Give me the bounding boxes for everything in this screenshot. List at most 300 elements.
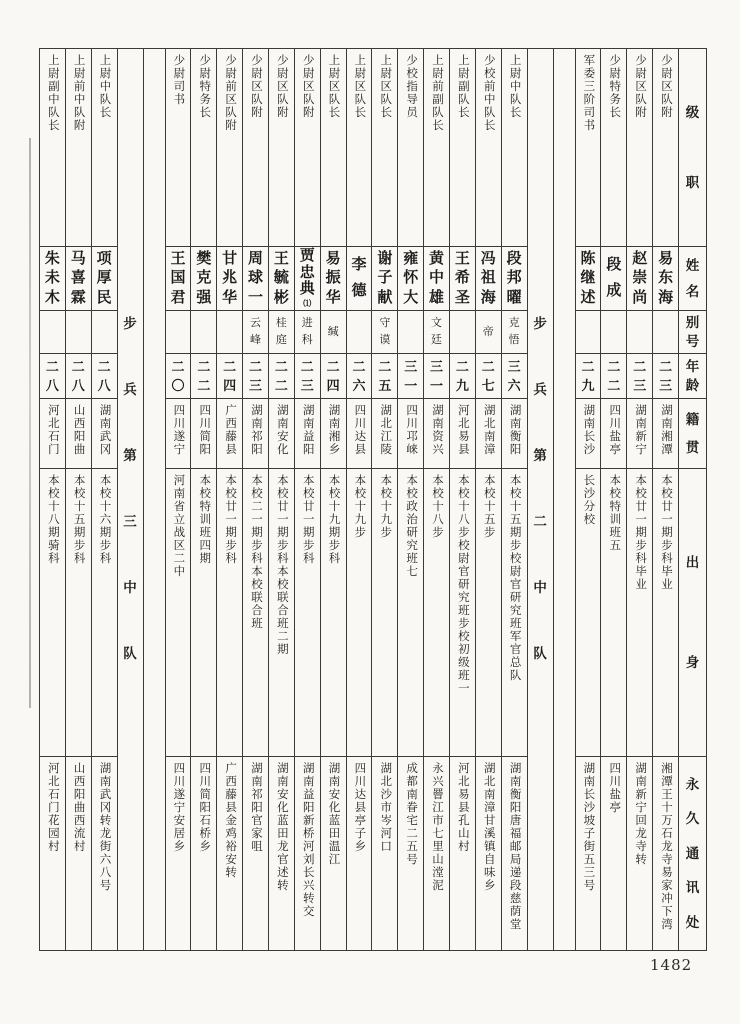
- person-rank: 上尉区队长: [353, 54, 366, 119]
- cell-background: [476, 468, 501, 756]
- cell-age: [450, 353, 475, 398]
- person-alias: [476, 311, 501, 353]
- person-column: [294, 49, 320, 950]
- cell-rank: [321, 49, 346, 246]
- cell-name: [476, 246, 501, 310]
- person-background: 本校廿一期步科本校联合班二期: [275, 474, 288, 656]
- cell-rank: [295, 49, 320, 246]
- person-alias: [321, 311, 346, 353]
- person-alias-char: 云: [250, 316, 262, 329]
- cell-alias: [627, 310, 652, 353]
- cell-name: [321, 246, 346, 310]
- cell-address: [92, 756, 117, 950]
- person-rank: 上尉区队长: [327, 54, 340, 119]
- person-name-char: 未: [44, 270, 60, 286]
- cell-background: [424, 468, 449, 756]
- person-age: [502, 354, 527, 398]
- cell-rank: [601, 49, 626, 246]
- person-name-char: 邦: [506, 270, 522, 286]
- person-name-char: 冯: [480, 250, 496, 267]
- person-name-char: 希: [454, 270, 470, 286]
- cell-origin: [476, 398, 501, 468]
- person-origin: 湖南安化: [275, 404, 288, 456]
- cell-rank: [476, 49, 501, 246]
- cell-address: [347, 756, 372, 950]
- cell-alias: [243, 310, 268, 353]
- cell-age: [372, 353, 397, 398]
- person-column: [501, 49, 527, 950]
- roster-table: [39, 48, 707, 951]
- person-address: 河北石门花园村: [46, 762, 59, 853]
- person-name: [372, 247, 397, 310]
- cell-origin: [450, 398, 475, 468]
- cell-address: [476, 756, 501, 950]
- person-age: [191, 354, 216, 398]
- person-age-char: 五: [378, 378, 392, 393]
- cell-rank: [372, 49, 397, 246]
- person-origin: 湖南武冈: [98, 404, 111, 456]
- person-rank: 上尉中队长: [508, 54, 521, 119]
- person-age-char: 二: [326, 359, 340, 374]
- section-divider-column: [117, 49, 143, 950]
- person-age-char: 七: [481, 378, 495, 393]
- scan-gutter-shadow: [29, 138, 31, 708]
- person-age-char: 一: [430, 378, 444, 393]
- person-column: [190, 49, 216, 950]
- cell-origin: [627, 398, 652, 468]
- person-age: [601, 354, 626, 398]
- header-label-name-char: 姓: [685, 258, 700, 273]
- person-name: [476, 247, 501, 310]
- person-age-char: 六: [507, 378, 521, 393]
- person-alias: [502, 311, 527, 353]
- person-origin: 湖南长沙: [582, 404, 595, 456]
- person-name-char: 中: [429, 270, 445, 286]
- person-age-char: 二: [455, 359, 469, 374]
- person-column: [165, 49, 191, 950]
- cell-address: [398, 756, 423, 950]
- cell-rank: [269, 49, 294, 246]
- person-background: 本校十五步: [482, 474, 495, 539]
- cell-name: [372, 246, 397, 310]
- cell-address: [601, 756, 626, 950]
- cell-alias: [66, 310, 91, 353]
- cell-alias: [295, 310, 320, 353]
- cell-rank: [66, 49, 91, 246]
- person-name-char: 典: [299, 281, 315, 298]
- person-age: [166, 354, 191, 398]
- person-name-char: 崇: [632, 270, 648, 286]
- cell-age: [476, 353, 501, 398]
- person-alias-char: 悟: [508, 334, 520, 347]
- section-title-char: 步: [123, 316, 137, 331]
- header-cell-name: [679, 246, 706, 310]
- cell-background: [166, 468, 191, 756]
- section-title-char: 队: [533, 646, 547, 662]
- person-name-char: 王: [273, 250, 289, 267]
- cell-rank: [424, 49, 449, 246]
- person-alias-char: 谟: [379, 334, 391, 347]
- person-name-char: 克: [196, 270, 212, 286]
- person-name-char: 国: [170, 270, 186, 286]
- person-column: [371, 49, 397, 950]
- person-age-char: 三: [404, 359, 418, 374]
- header-cell-address: [679, 756, 706, 950]
- cell-alias: [653, 310, 678, 353]
- cell-background: [321, 468, 346, 756]
- person-age-char: 二: [481, 359, 495, 374]
- cell-rank: [627, 49, 652, 246]
- cell-age: [295, 353, 320, 398]
- person-age: [653, 354, 678, 398]
- header-label-address-char: 讯: [685, 880, 700, 896]
- person-name-char: 毓: [273, 270, 289, 286]
- person-alias-char: 文: [431, 316, 443, 329]
- person-name-char: 易: [658, 250, 674, 267]
- person-rank: 上尉副队长: [456, 54, 469, 119]
- cell-background: [217, 468, 242, 756]
- person-column: [91, 49, 117, 950]
- person-name-char: 陈: [580, 250, 596, 267]
- person-name-char: 子: [377, 270, 393, 286]
- header-label-background-char: 出: [685, 554, 700, 570]
- person-age-char: 三: [300, 378, 314, 393]
- cell-background: [243, 468, 268, 756]
- person-alias-char: 庭: [275, 334, 287, 347]
- cell-rank: [191, 49, 216, 246]
- cell-alias: [92, 310, 117, 353]
- person-name: [191, 247, 216, 310]
- person-name-char: 霖: [70, 289, 86, 306]
- person-alias-char: 峰: [250, 334, 262, 347]
- person-origin: 广西藤县: [224, 404, 237, 456]
- person-age-char: 二: [71, 359, 85, 374]
- cell-origin: [166, 398, 191, 468]
- person-age-char: 九: [455, 378, 469, 393]
- person-age-char: 二: [607, 378, 621, 393]
- person-address: 湖南益阳新桥河刘长兴转交: [301, 762, 314, 918]
- person-background: 本校十五期步科: [72, 474, 85, 565]
- person-age-char: 二: [197, 359, 211, 374]
- person-age-char: 三: [507, 359, 521, 374]
- cell-rank: [166, 49, 191, 246]
- person-age-char: 二: [633, 359, 647, 374]
- person-age: [627, 354, 652, 398]
- header-label-address: [679, 757, 706, 950]
- name-footnote-mark: ⑴: [303, 299, 312, 309]
- cell-alias: [576, 310, 601, 353]
- section-title: [528, 317, 553, 661]
- person-name-char: 彬: [273, 289, 289, 306]
- person-name-char: 王: [454, 250, 470, 267]
- person-age-char: 〇: [171, 378, 185, 393]
- person-age-char: 二: [171, 359, 185, 374]
- person-age: [476, 354, 501, 398]
- person-alias: [269, 311, 294, 353]
- person-column: [575, 49, 601, 950]
- cell-alias: [217, 310, 242, 353]
- person-origin: 河北石门: [46, 404, 59, 456]
- section-divider-column: [527, 49, 553, 950]
- person-column: [423, 49, 449, 950]
- person-name-char: 段: [606, 257, 622, 273]
- person-column: [268, 49, 294, 950]
- person-name: [269, 247, 294, 310]
- section-title-char: 三: [123, 514, 137, 530]
- header-label-alias-char: 别: [685, 315, 700, 330]
- person-background: 河南省立战区二中: [172, 474, 185, 578]
- cell-background: [347, 468, 372, 756]
- person-address: 湖南安化蓝田温江: [327, 762, 340, 866]
- person-age: [321, 354, 346, 398]
- person-address: 河北易县孔山村: [456, 762, 469, 853]
- cell-background: [191, 468, 216, 756]
- spacer-column: [553, 49, 575, 950]
- person-name-char: 贾: [299, 247, 315, 264]
- cell-alias: [40, 310, 65, 353]
- cell-alias: [269, 310, 294, 353]
- person-name-char: 喜: [70, 270, 86, 286]
- person-age: [576, 354, 601, 398]
- cell-age: [653, 353, 678, 398]
- person-origin: 四川邛崃: [405, 404, 418, 456]
- cell-address: [295, 756, 320, 950]
- person-name-char: 尚: [632, 289, 648, 306]
- person-name-char: 李: [351, 257, 367, 273]
- cell-alias: [398, 310, 423, 353]
- person-origin: 四川达县: [353, 404, 366, 456]
- section-title-char: 第: [123, 448, 137, 464]
- cell-name: [66, 246, 91, 310]
- person-address: 湖南衡阳唐福邮局递段慈荫堂: [508, 762, 521, 931]
- cell-origin: [217, 398, 242, 468]
- cell-name: [398, 246, 423, 310]
- person-name: [627, 247, 652, 310]
- person-background: 本校十九步: [379, 474, 392, 539]
- person-name-char: 兆: [222, 270, 238, 286]
- person-age-char: 二: [300, 359, 314, 374]
- person-column: [65, 49, 91, 950]
- cell-name: [627, 246, 652, 310]
- cell-address: [66, 756, 91, 950]
- person-name-char: 怀: [403, 270, 419, 286]
- cell-background: [66, 468, 91, 756]
- cell-alias: [424, 310, 449, 353]
- cell-address: [217, 756, 242, 950]
- person-name-char: 华: [325, 289, 341, 306]
- cell-rank: [40, 49, 65, 246]
- person-name-char: 甘: [222, 250, 238, 267]
- person-rank: 上尉中队长: [98, 54, 111, 119]
- person-name: [217, 247, 242, 310]
- person-origin: 河北易县: [456, 404, 469, 456]
- person-age-char: 三: [659, 378, 673, 393]
- person-name: [347, 247, 372, 310]
- page-number: 1482: [650, 956, 693, 974]
- person-background: 长沙分校: [582, 474, 595, 526]
- cell-alias: [502, 310, 527, 353]
- person-address: 广西藤县金鸡裕安转: [224, 762, 237, 879]
- cell-address: [321, 756, 346, 950]
- cell-rank: [92, 49, 117, 246]
- person-origin: 湖南资兴: [430, 404, 443, 456]
- cell-origin: [295, 398, 320, 468]
- person-column: [346, 49, 372, 950]
- cell-origin: [92, 398, 117, 468]
- person-background: 本校廿一期步科毕业: [660, 474, 672, 591]
- person-background: 本校廿一期步科毕业: [634, 474, 647, 591]
- person-name-char: 振: [325, 270, 341, 286]
- section-title-char: 二: [533, 514, 547, 530]
- person-alias-char: 守: [379, 316, 391, 329]
- person-alias-char: 克: [508, 316, 520, 329]
- cell-rank: [450, 49, 475, 246]
- cell-origin: [66, 398, 91, 468]
- header-column: [678, 49, 706, 950]
- person-origin: 四川遂宁: [172, 404, 185, 456]
- person-name-char: 谢: [377, 250, 393, 267]
- cell-name: [502, 246, 527, 310]
- person-name-char: 木: [44, 289, 60, 306]
- person-name: [243, 247, 268, 310]
- section-title-char: 兵: [533, 382, 547, 398]
- person-background: 本校二一期步科本校联合班: [249, 474, 262, 630]
- person-background: 本校十九期步科: [327, 474, 340, 565]
- header-label-origin: [679, 399, 706, 468]
- cell-background: [502, 468, 527, 756]
- cell-age: [424, 353, 449, 398]
- person-alias-char: 科: [301, 334, 313, 347]
- cell-origin: [502, 398, 527, 468]
- person-age: [450, 354, 475, 398]
- cell-age: [92, 353, 117, 398]
- cell-background: [398, 468, 423, 756]
- cell-background: [601, 468, 626, 756]
- person-age: [92, 354, 117, 398]
- person-age-char: 二: [581, 359, 595, 374]
- cell-alias: [601, 310, 626, 353]
- header-label-alias: [679, 311, 706, 353]
- cell-age: [243, 353, 268, 398]
- person-name-char: 易: [325, 250, 341, 267]
- person-name-char: 马: [70, 250, 86, 267]
- person-rank: 上尉副中队长: [46, 54, 59, 132]
- person-rank: 军委三阶司书: [582, 54, 595, 132]
- cell-age: [347, 353, 372, 398]
- person-age-char: 二: [249, 359, 263, 374]
- section-title: [118, 317, 143, 661]
- person-name: [398, 247, 423, 310]
- person-name-char: 一: [248, 289, 264, 306]
- header-label-rank: [679, 49, 706, 246]
- cell-address: [372, 756, 397, 950]
- cell-address: [243, 756, 268, 950]
- person-address: 湘潭王十万石龙寺易家冲下湾: [660, 762, 672, 931]
- person-origin: 四川简阳: [198, 404, 211, 456]
- person-rank: 少尉前区队附: [224, 54, 237, 132]
- person-age-char: 九: [581, 378, 595, 393]
- person-name-char: 厚: [96, 270, 112, 286]
- person-name-char: 樊: [196, 250, 212, 267]
- section-title-char: 第: [533, 448, 547, 464]
- person-age-char: 二: [659, 359, 673, 374]
- cell-address: [40, 756, 65, 950]
- person-age-char: 四: [223, 378, 237, 393]
- cell-address: [502, 756, 527, 950]
- person-rank: 少尉区队附: [249, 54, 262, 119]
- person-origin: 湖南益阳: [301, 404, 314, 456]
- cell-address: [166, 756, 191, 950]
- person-name: [295, 247, 320, 310]
- header-cell-background: [679, 468, 706, 756]
- person-name-char: 祖: [480, 270, 496, 286]
- cell-origin: [653, 398, 678, 468]
- person-age-char: 二: [378, 359, 392, 374]
- person-rank: 少尉区队附: [634, 54, 647, 119]
- person-origin: 湖北南漳: [482, 404, 495, 456]
- person-name: [66, 247, 91, 310]
- header-label-rank-char: 职: [685, 174, 700, 190]
- cell-name: [269, 246, 294, 310]
- cell-age: [191, 353, 216, 398]
- section-title-char: 兵: [123, 382, 137, 398]
- person-name-char: 雍: [403, 250, 419, 267]
- person-age: [243, 354, 268, 398]
- cell-rank: [576, 49, 601, 246]
- header-label-background-char: 身: [685, 654, 700, 670]
- cell-age: [40, 353, 65, 398]
- person-age-char: 八: [97, 378, 111, 393]
- section-title-char: 队: [123, 646, 137, 662]
- person-age: [347, 354, 372, 398]
- cell-rank: [398, 49, 423, 246]
- person-name-char: 雄: [429, 289, 445, 306]
- person-age: [40, 354, 65, 398]
- person-name-char: 海: [658, 289, 674, 306]
- cell-origin: [372, 398, 397, 468]
- cell-background: [653, 468, 678, 756]
- person-name: [653, 247, 678, 310]
- header-label-address-char: 久: [685, 811, 700, 827]
- person-rank: 少尉司书: [172, 54, 185, 106]
- person-age-char: 二: [274, 359, 288, 374]
- person-rank: 上尉前中队附: [72, 54, 85, 132]
- person-address: 四川简阳石桥乡: [198, 762, 211, 853]
- person-origin: 湖南新宁: [634, 404, 647, 456]
- section-title-char: 中: [123, 580, 137, 596]
- person-background: 本校十八期骑科: [46, 474, 59, 565]
- cell-rank: [243, 49, 268, 246]
- cell-address: [424, 756, 449, 950]
- header-label-address-char: 永: [685, 776, 700, 792]
- cell-age: [66, 353, 91, 398]
- person-address: 四川盐亭: [608, 762, 621, 814]
- header-label-name-char: 名: [685, 283, 700, 299]
- person-name-char: 黄: [429, 250, 445, 267]
- person-address: 湖南祁阳官家咀: [249, 762, 262, 853]
- cell-age: [398, 353, 423, 398]
- person-column: [40, 49, 65, 950]
- cell-name: [166, 246, 191, 310]
- cell-name: [576, 246, 601, 310]
- header-label-rank-char: 级: [685, 104, 700, 120]
- person-name-char: 成: [606, 283, 622, 299]
- person-background: 本校政治研究班七: [405, 474, 418, 578]
- person-age: [295, 354, 320, 398]
- person-name-char: 赵: [632, 250, 648, 267]
- cell-name: [295, 246, 320, 310]
- cell-background: [372, 468, 397, 756]
